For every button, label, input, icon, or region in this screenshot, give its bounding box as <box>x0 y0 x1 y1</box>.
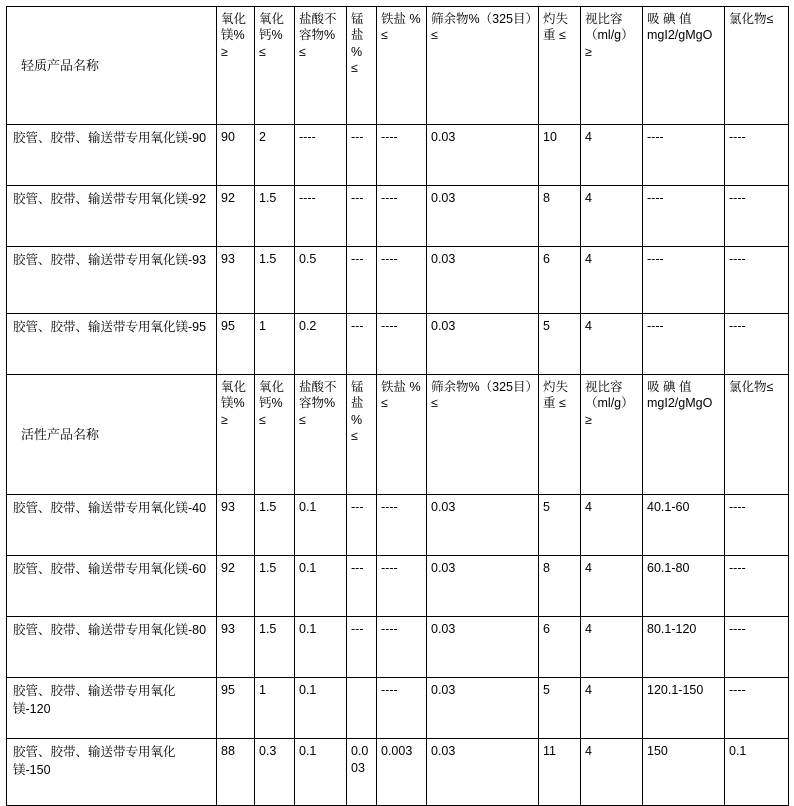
cell-hcl-insoluble: 0.1 <box>295 556 347 617</box>
cell-sieve: 0.03 <box>427 125 539 186</box>
cell-hcl-insoluble: 0.1 <box>295 617 347 678</box>
header-light-col-bulk-volume: 视比容（ml/g）≥ <box>581 7 643 125</box>
cell-mgo: 90 <box>217 125 255 186</box>
cell-product-name: 胶管、胶带、输送带专用氧化镁-80 <box>7 617 217 678</box>
cell-fe: ---- <box>377 186 427 247</box>
table-row <box>7 186 789 247</box>
cell-fe: ---- <box>377 617 427 678</box>
cell-sieve: 0.03 <box>427 495 539 556</box>
cell-bulk-volume: 4 <box>581 556 643 617</box>
cell-ignition-loss: 8 <box>539 556 581 617</box>
cell-iodine: 80.1-120 <box>643 617 725 678</box>
header-light-col-chloride: 氯化物≤ <box>725 7 789 125</box>
cell-chloride: ---- <box>725 495 789 556</box>
cell-bulk-volume: 4 <box>581 247 643 314</box>
table-row <box>7 739 789 806</box>
cell-sieve: 0.03 <box>427 739 539 806</box>
cell-fe: ---- <box>377 556 427 617</box>
header-active-name: 活性产品名称 <box>7 375 217 495</box>
cell-fe: ---- <box>377 247 427 314</box>
cell-bulk-volume: 4 <box>581 314 643 375</box>
cell-iodine: ---- <box>643 247 725 314</box>
cell-mgo: 93 <box>217 495 255 556</box>
cell-fe: ---- <box>377 314 427 375</box>
header-active-col-iodine: 吸 碘 值 mgI2/gMgO <box>643 375 725 495</box>
cell-mgo: 92 <box>217 186 255 247</box>
header-light-col-mn: 锰盐% ≤ <box>347 7 377 125</box>
cell-chloride: ---- <box>725 617 789 678</box>
header-active-col-mn: 锰盐% ≤ <box>347 375 377 495</box>
cell-iodine: ---- <box>643 186 725 247</box>
cell-sieve: 0.03 <box>427 678 539 739</box>
cell-mgo: 95 <box>217 678 255 739</box>
cell-ignition-loss: 6 <box>539 617 581 678</box>
cell-mgo: 88 <box>217 739 255 806</box>
table-row <box>7 125 789 186</box>
cell-chloride: ---- <box>725 247 789 314</box>
header-light-col-mgo: 氧化镁% ≥ <box>217 7 255 125</box>
header-light-col-hcl-insoluble: 盐酸不容物% ≤ <box>295 7 347 125</box>
cell-mn: --- <box>347 556 377 617</box>
cell-cao: 1.5 <box>255 495 295 556</box>
cell-hcl-insoluble: 0.5 <box>295 247 347 314</box>
header-light-col-ignition-loss: 灼失重 ≤ <box>539 7 581 125</box>
table-header-light <box>7 7 789 125</box>
cell-ignition-loss: 5 <box>539 314 581 375</box>
header-active-col-fe: 铁盐 % ≤ <box>377 375 427 495</box>
cell-fe: ---- <box>377 678 427 739</box>
cell-ignition-loss: 5 <box>539 495 581 556</box>
cell-iodine: 60.1-80 <box>643 556 725 617</box>
cell-cao: 1.5 <box>255 247 295 314</box>
cell-sieve: 0.03 <box>427 247 539 314</box>
cell-bulk-volume: 4 <box>581 186 643 247</box>
cell-hcl-insoluble: 0.1 <box>295 739 347 806</box>
table-row <box>7 247 789 314</box>
header-light-col-fe: 铁盐 % ≤ <box>377 7 427 125</box>
cell-mn <box>347 678 377 739</box>
cell-mn: --- <box>347 314 377 375</box>
cell-cao: 1 <box>255 678 295 739</box>
cell-mn: 0.003 <box>347 739 377 806</box>
cell-mn: --- <box>347 125 377 186</box>
cell-iodine: ---- <box>643 314 725 375</box>
cell-sieve: 0.03 <box>427 186 539 247</box>
cell-cao: 1.5 <box>255 186 295 247</box>
cell-fe: ---- <box>377 125 427 186</box>
cell-chloride: ---- <box>725 186 789 247</box>
cell-chloride: ---- <box>725 314 789 375</box>
header-active-col-ignition-loss: 灼失重 ≤ <box>539 375 581 495</box>
cell-mn: --- <box>347 247 377 314</box>
cell-chloride: ---- <box>725 556 789 617</box>
cell-mgo: 95 <box>217 314 255 375</box>
cell-sieve: 0.03 <box>427 617 539 678</box>
cell-chloride: ---- <box>725 678 789 739</box>
cell-sieve: 0.03 <box>427 314 539 375</box>
cell-hcl-insoluble: 0.1 <box>295 495 347 556</box>
cell-fe: ---- <box>377 495 427 556</box>
cell-mn: --- <box>347 617 377 678</box>
cell-product-name: 胶管、胶带、输送带专用氧化镁-150 <box>7 739 217 806</box>
cell-cao: 2 <box>255 125 295 186</box>
table-header-active <box>7 375 789 495</box>
cell-bulk-volume: 4 <box>581 617 643 678</box>
cell-hcl-insoluble: 0.1 <box>295 678 347 739</box>
table-row <box>7 678 789 739</box>
header-active-col-sieve: 筛余物%（325目）≤ <box>427 375 539 495</box>
cell-mgo: 92 <box>217 556 255 617</box>
table-row <box>7 495 789 556</box>
cell-cao: 1 <box>255 314 295 375</box>
cell-bulk-volume: 4 <box>581 125 643 186</box>
header-light-col-sieve: 筛余物%（325目）≤ <box>427 7 539 125</box>
cell-mgo: 93 <box>217 247 255 314</box>
cell-hcl-insoluble: 0.2 <box>295 314 347 375</box>
cell-product-name: 胶管、胶带、输送带专用氧化镁-92 <box>7 186 217 247</box>
cell-bulk-volume: 4 <box>581 739 643 806</box>
cell-hcl-insoluble: ---- <box>295 186 347 247</box>
cell-iodine: ---- <box>643 125 725 186</box>
cell-iodine: 40.1-60 <box>643 495 725 556</box>
cell-mn: --- <box>347 186 377 247</box>
cell-ignition-loss: 8 <box>539 186 581 247</box>
header-active-col-bulk-volume: 视比容（ml/g）≥ <box>581 375 643 495</box>
cell-sieve: 0.03 <box>427 556 539 617</box>
cell-cao: 1.5 <box>255 617 295 678</box>
header-active-col-cao: 氧化钙% ≤ <box>255 375 295 495</box>
cell-product-name: 胶管、胶带、输送带专用氧化镁-90 <box>7 125 217 186</box>
header-light-col-iodine: 吸 碘 值 mgI2/gMgO <box>643 7 725 125</box>
header-active-col-hcl-insoluble: 盐酸不容物% ≤ <box>295 375 347 495</box>
cell-chloride: 0.1 <box>725 739 789 806</box>
cell-iodine: 150 <box>643 739 725 806</box>
cell-ignition-loss: 6 <box>539 247 581 314</box>
cell-bulk-volume: 4 <box>581 678 643 739</box>
header-light-name: 轻质产品名称 <box>7 7 217 125</box>
cell-mgo: 93 <box>217 617 255 678</box>
spec-table <box>6 6 789 806</box>
cell-product-name: 胶管、胶带、输送带专用氧化镁-40 <box>7 495 217 556</box>
header-active-col-chloride: 氯化物≤ <box>725 375 789 495</box>
cell-chloride: ---- <box>725 125 789 186</box>
header-active-col-mgo: 氧化镁% ≥ <box>217 375 255 495</box>
cell-product-name: 胶管、胶带、输送带专用氧化镁-60 <box>7 556 217 617</box>
cell-cao: 0.3 <box>255 739 295 806</box>
table-row <box>7 617 789 678</box>
cell-iodine: 120.1-150 <box>643 678 725 739</box>
cell-ignition-loss: 11 <box>539 739 581 806</box>
table-row <box>7 314 789 375</box>
cell-hcl-insoluble: ---- <box>295 125 347 186</box>
cell-ignition-loss: 5 <box>539 678 581 739</box>
cell-bulk-volume: 4 <box>581 495 643 556</box>
cell-product-name: 胶管、胶带、输送带专用氧化镁-120 <box>7 678 217 739</box>
table-row <box>7 556 789 617</box>
cell-product-name: 胶管、胶带、输送带专用氧化镁-95 <box>7 314 217 375</box>
cell-product-name: 胶管、胶带、输送带专用氧化镁-93 <box>7 247 217 314</box>
cell-cao: 1.5 <box>255 556 295 617</box>
header-light-col-cao: 氧化钙% ≤ <box>255 7 295 125</box>
cell-ignition-loss: 10 <box>539 125 581 186</box>
cell-mn: --- <box>347 495 377 556</box>
cell-fe: 0.003 <box>377 739 427 806</box>
